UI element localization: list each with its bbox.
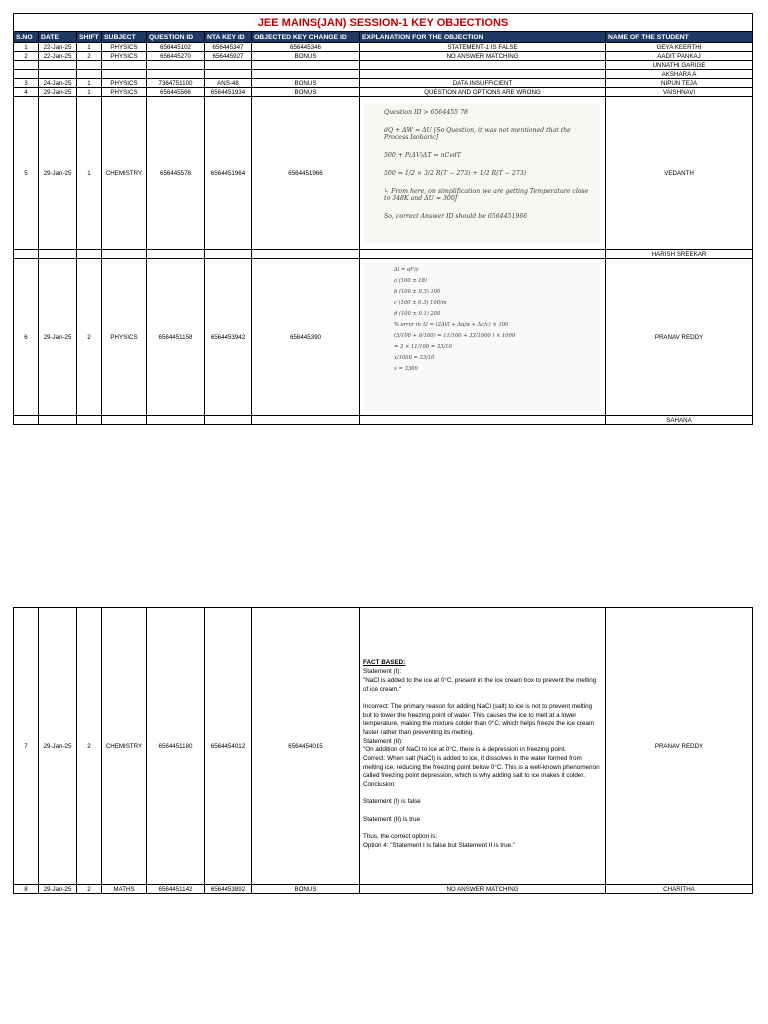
explanation-line (363, 790, 602, 799)
explanation-line: Conclusion: (363, 781, 396, 789)
cell-objected-key: 6564454015 (252, 608, 360, 885)
cell-objected-key: 656445346 (252, 43, 360, 52)
header-explanation: EXPLANATION FOR THE OBJECTION (360, 32, 606, 43)
empty-cell (205, 416, 252, 425)
cell-date: 29-Jan-25 (39, 88, 77, 97)
cell-nta-key: 656445347 (205, 43, 252, 52)
handwritten-line: dQ + ΔW = ΔU [So Question, it was not mentioned that the Process Isobaric] (384, 127, 571, 141)
cell-explanation: DATA INSUFFICIENT (360, 79, 606, 88)
explanation-line: "NaCl is added to the ice at 0°C, present in the ice cream box to prevent the melting of ice cream." (363, 676, 597, 693)
explanation-heading: FACT BASED: (363, 659, 406, 667)
cell-nta-key (205, 70, 252, 79)
cell-objected-key: BONUS (252, 52, 360, 61)
cell-student-name: UNNATHI GARIGE (606, 61, 753, 70)
empty-cell (252, 416, 360, 425)
objections-table (13, 13, 753, 425)
cell-shift: 2 (77, 52, 102, 61)
table-row (14, 43, 753, 52)
empty-cell (252, 250, 360, 259)
cell-nta-key: 6564451964 (205, 97, 252, 250)
cell-question-id (147, 70, 205, 79)
empty-cell (102, 250, 147, 259)
cell-student-name: AADIT PANKAJ (606, 52, 753, 61)
cell-nta-key: 6564453892 (205, 885, 252, 894)
cell-subject: MATHS (102, 885, 147, 894)
cell-objected-key: BONUS (252, 885, 360, 894)
handwritten-line: x/1000 = 33/10 (394, 355, 435, 361)
handwritten-line: d (100 ± 0.1) 200 (394, 311, 441, 317)
empty-cell (102, 416, 147, 425)
cell-question-id: 7364751100 (147, 79, 205, 88)
explanation-line: Statement (II) is true (363, 815, 421, 823)
table-row (14, 79, 753, 88)
header-objected-key: OBJECTED KEY CHANGE ID (252, 32, 360, 43)
explanation-text (360, 608, 606, 885)
cell-question-id (147, 61, 205, 70)
cell-subject: PHYSICS (102, 259, 147, 416)
cell-student-name: AKSHARA A (606, 70, 753, 79)
cell-shift: 2 (77, 608, 102, 885)
header-student-name: NAME OF THE STUDENT (606, 32, 753, 43)
cell-sno (14, 61, 39, 70)
cell-date: 29-Jan-25 (39, 97, 77, 250)
handwritten-line: Δl = αl²/c (394, 267, 419, 273)
empty-cell (205, 250, 252, 259)
explanation-line (363, 825, 602, 834)
explanation-line: Correct: When salt (NaCl) is added to ice, it dissolves in the water formed from melting ice, reducing the freezing point below 0°C. This is a well-known phenomenon called freezing point depression, which is why adding salt to ice makes it colder. (363, 755, 600, 780)
cell-objected-key (252, 70, 360, 79)
explanation-line: Statement (I) is false (363, 798, 421, 806)
handwritten-note-image (360, 97, 606, 250)
cell-date: 29-Jan-25 (39, 259, 77, 416)
handwritten-line: ↳ From here, on simplification we are getting Temperature close to 348K and ΔU = 300J (384, 188, 589, 202)
header-nta-key-id: NTA KEY ID (205, 32, 252, 43)
explanation-line: "On addition of NaCl to ice at 0°C, there is a depression in freezing point. (363, 746, 567, 754)
cell-student-name: HARISH SREEKAR (606, 250, 753, 259)
empty-cell (77, 250, 102, 259)
table-row (14, 97, 753, 250)
cell-question-id: 656445566 (147, 88, 205, 97)
table-row (14, 70, 753, 79)
cell-date: 29-Jan-25 (39, 885, 77, 894)
cell-shift: 1 (77, 97, 102, 250)
cell-shift: 2 (77, 259, 102, 416)
empty-cell (14, 250, 39, 259)
header-sno: S.NO (14, 32, 39, 43)
cell-student-name: PRANAV REDDY (606, 608, 753, 885)
empty-cell (14, 416, 39, 425)
empty-cell (147, 416, 205, 425)
handwritten-line: Question ID > 6564455 78 (384, 109, 468, 116)
cell-sno: 8 (14, 885, 39, 894)
cell-shift: 1 (77, 43, 102, 52)
table-row (14, 61, 753, 70)
cell-question-id: 656445270 (147, 52, 205, 61)
empty-cell (147, 250, 205, 259)
cell-objected-key: BONUS (252, 79, 360, 88)
cell-subject (102, 61, 147, 70)
cell-nta-key: 6564454012 (205, 608, 252, 885)
cell-date: 24-Jan-25 (39, 79, 77, 88)
cell-objected-key: BONUS (252, 88, 360, 97)
cell-subject: PHYSICS (102, 43, 147, 52)
table-row (14, 52, 753, 61)
header-shift: SHIFT (77, 32, 102, 43)
cell-explanation (360, 61, 606, 70)
cell-nta-key: ANS-48 (205, 79, 252, 88)
handwritten-line: x = 3300 (394, 366, 418, 372)
cell-sno: 5 (14, 97, 39, 250)
cell-nta-key: 656445927 (205, 52, 252, 61)
handwritten-line: So, correct Answer ID should be 6564451966 (384, 213, 528, 220)
empty-cell (39, 250, 77, 259)
cell-subject: PHYSICS (102, 52, 147, 61)
handwritten-line: 500 = 1/2 × 3/2 R(T − 273) + 1/2 R(T − 273) (384, 170, 527, 177)
cell-subject: PHYSICS (102, 79, 147, 88)
cell-subject (102, 70, 147, 79)
table-row (14, 608, 753, 885)
empty-cell (360, 250, 606, 259)
cell-date: 29-Jan-25 (39, 608, 77, 885)
cell-student-name: GEYA KEERTHI (606, 43, 753, 52)
header-question-id: QUESTION ID (147, 32, 205, 43)
table-row (14, 259, 753, 416)
explanation-line (363, 694, 602, 703)
cell-shift: 1 (77, 88, 102, 97)
cell-explanation (360, 70, 606, 79)
page-title: JEE MAINS(JAN) SESSION-1 KEY OBJECTIONS (14, 14, 753, 32)
handwritten-line: 500 + P(ΔV)ΔT = nCvdT (384, 152, 461, 159)
cell-shift: 2 (77, 885, 102, 894)
cell-question-id: 656445578 (147, 97, 205, 250)
empty-cell (77, 416, 102, 425)
table-row (14, 250, 753, 259)
cell-subject: CHEMISTRY (102, 608, 147, 885)
explanation-line: Option 4: "Statement I is false but Statement II is true." (363, 841, 516, 849)
handwritten-line: c (100 ± 0.3) 100/m (394, 300, 447, 306)
cell-sno: 6 (14, 259, 39, 416)
objections-table-continued (13, 607, 753, 894)
handwritten-line: b (100 ± 0.3) 100 (394, 289, 441, 295)
cell-objected-key (252, 61, 360, 70)
cell-subject: CHEMISTRY (102, 97, 147, 250)
explanation-line: Incorrect: The primary reason for adding NaCl (salt) to ice is not to prevent melting but to lower the freezing point of water. This causes the ice to melt at a lower temperature, making the mixture colder than 0°C, which helps freeze the ice cream faster rather than preventing its melting. (363, 702, 595, 736)
cell-explanation: NO ANSWER MATCHING (360, 52, 606, 61)
empty-cell (39, 416, 77, 425)
cell-question-id: 6564451142 (147, 885, 205, 894)
cell-date: 22-Jan-25 (39, 52, 77, 61)
cell-sno: 1 (14, 43, 39, 52)
cell-sno: 4 (14, 88, 39, 97)
cell-student-name: VAISHNAVI (606, 88, 753, 97)
cell-student-name: SAHANA (606, 416, 753, 425)
table-row (14, 88, 753, 97)
cell-sno: 3 (14, 79, 39, 88)
cell-student-name: VEDANTH (606, 97, 753, 250)
table-header (14, 32, 753, 43)
cell-question-id: 6564451158 (147, 259, 205, 416)
cell-nta-key (205, 61, 252, 70)
cell-question-id: 6564451180 (147, 608, 205, 885)
handwritten-note-image (360, 259, 606, 416)
explanation-line: Statement (I): (363, 668, 402, 676)
header-date: DATE (39, 32, 77, 43)
cell-shift (77, 61, 102, 70)
cell-explanation: STATEMENT-1 IS FALSE (360, 43, 606, 52)
cell-explanation: QUESTION AND OPTIONS ARE WRONG (360, 88, 606, 97)
cell-sno: 7 (14, 608, 39, 885)
cell-student-name: NIPUN TEJA (606, 79, 753, 88)
cell-student-name: CHARITHA (606, 885, 753, 894)
cell-nta-key: 6564453942 (205, 259, 252, 416)
cell-shift: 1 (77, 79, 102, 88)
cell-sno: 2 (14, 52, 39, 61)
cell-objected-key: 656445390 (252, 259, 360, 416)
table-row (14, 885, 753, 894)
handwritten-line: a (100 ± 18) (394, 278, 427, 284)
cell-explanation: NO ANSWER MATCHING (360, 885, 606, 894)
header-subject: SUBJECT (102, 32, 147, 43)
empty-cell (360, 416, 606, 425)
cell-question-id: 656445102 (147, 43, 205, 52)
cell-date (39, 70, 77, 79)
cell-student-name: PRANAV REDDY (606, 259, 753, 416)
handwritten-line: (3/100 + 6/100) = 11/100 + 33/1000 ) × 1000 (394, 333, 516, 339)
explanation-line: Thus, the correct option is: (363, 833, 438, 841)
handwritten-line: % error in Δl = (2Δl/l + Δα/α + Δc/c) × 100 (394, 322, 509, 328)
cell-sno (14, 70, 39, 79)
cell-nta-key: 6564451934 (205, 88, 252, 97)
cell-date (39, 61, 77, 70)
cell-objected-key: 6564451966 (252, 97, 360, 250)
cell-subject: PHYSICS (102, 88, 147, 97)
cell-date: 22-Jan-25 (39, 43, 77, 52)
explanation-line (363, 807, 602, 816)
cell-shift (77, 70, 102, 79)
explanation-line: Statement (II): (363, 737, 403, 745)
handwritten-line: = 3 × 11/100 = 33/10 (394, 344, 452, 350)
table-row (14, 416, 753, 425)
